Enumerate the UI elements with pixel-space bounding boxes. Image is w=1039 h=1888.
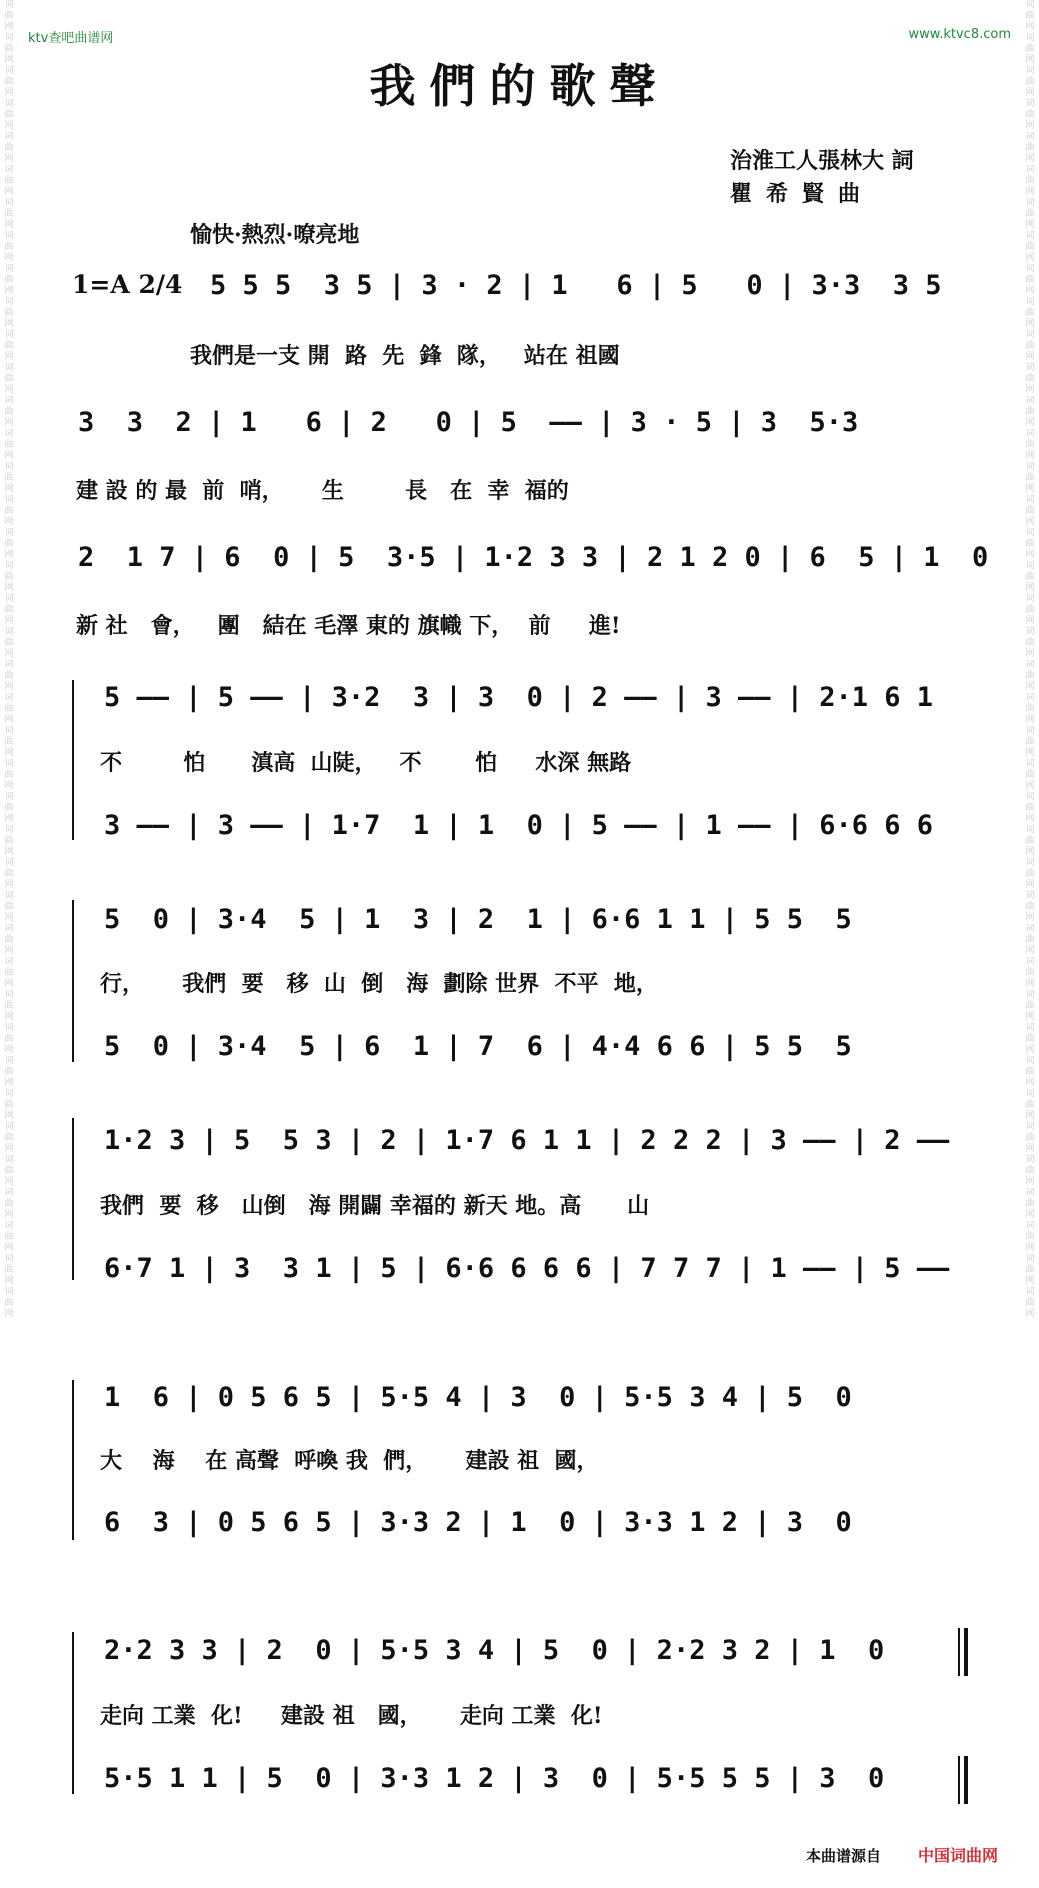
score-line-2-lyrics bbox=[0, 468, 1039, 518]
system-4-top bbox=[0, 1375, 1039, 1425]
key-signature: 1=A 2/4 bbox=[72, 270, 183, 299]
watermark-site-right: www.ktvc8.com bbox=[908, 27, 1011, 42]
notes-line-1: 5 5 5 3 5 | 3 · 2 | 1 6 | 5 0 | 3·3 3 5 bbox=[210, 270, 942, 301]
system-4-lyrics: 大 海 在 高聲 呼喚 我 們， 建設 祖 國， bbox=[100, 1448, 599, 1474]
score-line-3-notes bbox=[0, 535, 1039, 585]
system-5-top-notes: 2·2 3 3 | 2 0 | 5·5 3 4 | 5 0 | 2·2 3 2 | 1 0 bbox=[104, 1635, 885, 1666]
system-2-bottom bbox=[0, 1024, 1039, 1074]
system-4-lyrics-row bbox=[0, 1438, 1039, 1488]
lyrics-line-1: 我們是一支 開 路 先 鋒 隊， 站在 祖國 bbox=[190, 343, 620, 369]
system-3-bottom-notes: 6·7 1 | 3 3 1 | 5 | 6·6 6 6 6 | 7 7 7 | 1 —— | 5 —— bbox=[104, 1253, 950, 1284]
footer-source-label: 本曲谱源自 bbox=[806, 1847, 882, 1865]
watermark-site-left: ktv查吧曲谱网 bbox=[28, 31, 114, 46]
system-3-lyrics-row bbox=[0, 1183, 1039, 1233]
tempo-marking: 愉快·熱烈·嘹亮地 bbox=[190, 222, 360, 248]
composer-credit: 瞿希賢曲 bbox=[730, 181, 875, 207]
system-1-top bbox=[0, 675, 1039, 725]
system-2-lyrics: 行， 我們 要 移 山 倒 海 劃除 世界 不平 地， bbox=[100, 971, 658, 997]
system-1-bottom bbox=[0, 803, 1039, 853]
system-2-lyrics-row bbox=[0, 961, 1039, 1011]
system-5-bottom-notes: 5·5 1 1 | 5 0 | 3·3 1 2 | 3 0 | 5·5 5 5 | 3 0 bbox=[104, 1763, 885, 1794]
system-3-top bbox=[0, 1118, 1039, 1168]
system-5-top bbox=[0, 1628, 1039, 1678]
system-2-top-notes: 5 0 | 3·4 5 | 1 3 | 2 1 | 6·6 1 1 | 5 5 5 bbox=[104, 904, 852, 935]
notes-line-2: 3 3 2 | 1 6 | 2 0 | 5 —— | 3 · 5 | 3 5·3 bbox=[78, 407, 859, 438]
system-1-lyrics: 不 怕 滇高 山陡， 不 怕 水深 無路 bbox=[100, 750, 632, 776]
score-line-2-notes bbox=[0, 400, 1039, 450]
system-1-top-notes: 5 —— | 5 —— | 3·2 3 | 3 0 | 2 —— | 3 —— | 2·1 6 1 bbox=[104, 682, 934, 713]
side-watermark-left: 词曲网词曲网词曲网词曲网词曲网词曲网词曲网词曲网词曲网词曲网词曲网词曲网词曲网词曲网词曲网词曲网词曲网词曲网词曲网词曲网词曲网词曲网词曲网词曲网词曲网词曲网词曲网词曲网词曲网词曲网词曲网词曲网词曲网词曲网词曲网词曲网词曲网词曲网词曲网词曲网 bbox=[4, 0, 14, 1319]
final-barline-top bbox=[958, 1628, 960, 1676]
system-3-lyrics: 我們 要 移 山倒 海 開闢 幸福的 新天 地。高 山 bbox=[100, 1193, 650, 1219]
lyricist-credit: 治淮工人張林大 詞 bbox=[730, 148, 914, 174]
system-4-top-notes: 1 6 | 0 5 6 5 | 5·5 4 | 3 0 | 5·5 3 4 | 5 0 bbox=[104, 1382, 852, 1413]
system-4-bottom-notes: 6 3 | 0 5 6 5 | 3·3 2 | 1 0 | 3·3 1 2 | 3 0 bbox=[104, 1507, 852, 1538]
score-line-3-lyrics bbox=[0, 603, 1039, 653]
system-4-bottom bbox=[0, 1500, 1039, 1550]
notes-line-3: 2 1 7 | 6 0 | 5 3·5 | 1·2 3 3 | 2 1 2 0 | 6 5 | 1 0 bbox=[78, 542, 989, 573]
system-1-lyrics-row bbox=[0, 740, 1039, 790]
final-barline-bottom-thick bbox=[964, 1756, 968, 1804]
score-line-1-lyrics bbox=[0, 333, 1039, 383]
system-1-bottom-notes: 3 —— | 3 —— | 1·7 1 | 1 0 | 5 —— | 1 —— | 6·6 6 6 bbox=[104, 810, 934, 841]
final-barline-bottom bbox=[958, 1756, 960, 1804]
system-5-lyrics-row bbox=[0, 1693, 1039, 1743]
lyrics-line-2: 建 設 的 最 前 哨， 生 長 在 幸 福的 bbox=[76, 478, 569, 504]
final-barline-top-thick bbox=[964, 1628, 968, 1676]
system-5-lyrics: 走向 工業 化! 建設 祖 國， 走向 工業 化! bbox=[100, 1703, 603, 1729]
system-2-top bbox=[0, 897, 1039, 947]
system-3-bottom bbox=[0, 1246, 1039, 1296]
song-title: 我們的歌聲 bbox=[369, 59, 670, 113]
system-2-bottom-notes: 5 0 | 3·4 5 | 6 1 | 7 6 | 4·4 6 6 | 5 5 5 bbox=[104, 1031, 852, 1062]
system-3-top-notes: 1·2 3 | 5 5 3 | 2 | 1·7 6 1 1 | 2 2 2 | 3 —— | 2 —— bbox=[104, 1125, 950, 1156]
footer-site-link[interactable]: 中国词曲网 bbox=[918, 1846, 999, 1865]
score-line-1-notes bbox=[0, 263, 1039, 313]
system-5-bottom bbox=[0, 1756, 1039, 1806]
side-watermark-right: 词曲网词曲网词曲网词曲网词曲网词曲网词曲网词曲网词曲网词曲网词曲网词曲网词曲网词曲网词曲网词曲网词曲网词曲网词曲网词曲网词曲网词曲网词曲网词曲网词曲网词曲网词曲网词曲网词曲网词曲网词曲网词曲网词曲网词曲网词曲网词曲网词曲网词曲网词曲网词曲网 bbox=[1025, 0, 1035, 1319]
lyrics-line-3: 新 社 會， 團 結在 毛澤 東的 旗幟 下， 前 進! bbox=[76, 613, 621, 639]
